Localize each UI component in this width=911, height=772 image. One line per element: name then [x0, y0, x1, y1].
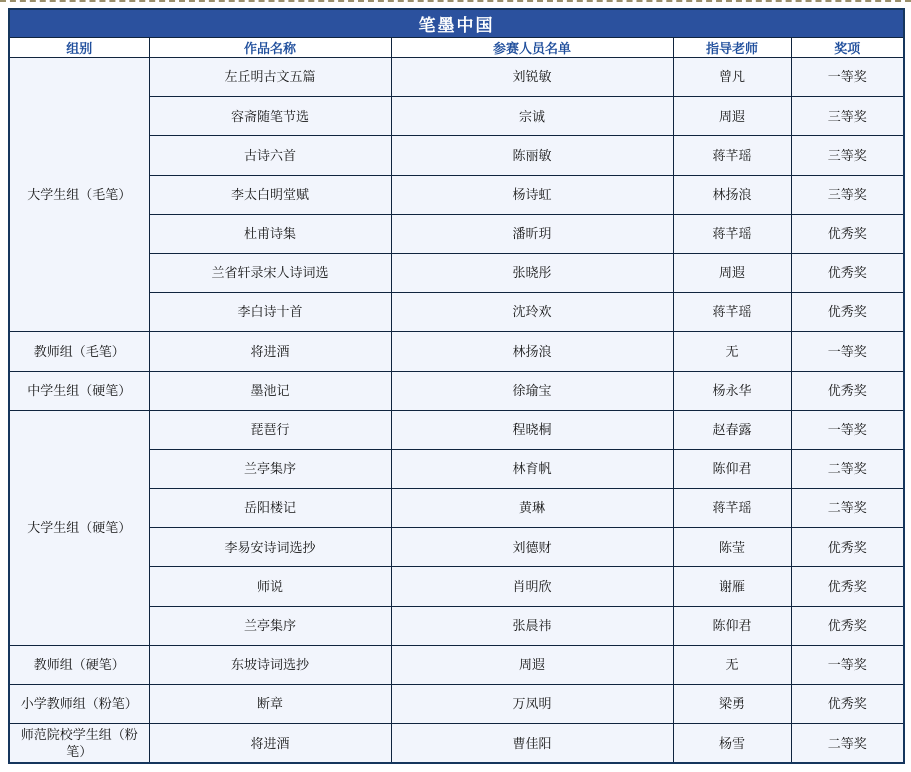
table-title: 笔墨中国 [9, 9, 904, 38]
table-row [9, 58, 904, 97]
work-cell: 古诗六首 [149, 136, 391, 175]
table-row [9, 332, 904, 371]
award-cell: 三等奖 [791, 97, 904, 136]
award-cell: 二等奖 [791, 724, 904, 764]
group-cell: 小学教师组（粉笔） [9, 685, 149, 724]
table-row [9, 685, 904, 724]
participant-cell: 万凤明 [391, 685, 673, 724]
work-cell: 杜甫诗集 [149, 214, 391, 253]
header-row [9, 38, 904, 58]
participant-cell: 沈玲欢 [391, 293, 673, 332]
teacher-cell: 谢雁 [673, 567, 791, 606]
group-cell: 大学生组（毛笔） [9, 58, 149, 332]
teacher-cell: 周遐 [673, 253, 791, 292]
teacher-cell: 周遐 [673, 97, 791, 136]
teacher-cell: 杨永华 [673, 371, 791, 410]
work-cell: 李白诗十首 [149, 293, 391, 332]
award-cell: 三等奖 [791, 136, 904, 175]
teacher-cell: 蒋芊瑶 [673, 489, 791, 528]
teacher-cell: 陈仰君 [673, 449, 791, 488]
participant-cell: 张晨祎 [391, 606, 673, 645]
award-cell: 二等奖 [791, 489, 904, 528]
awards-table [8, 8, 905, 764]
participant-cell: 潘昕玥 [391, 214, 673, 253]
work-cell: 将进酒 [149, 332, 391, 371]
work-cell: 琵琶行 [149, 410, 391, 449]
award-cell: 一等奖 [791, 410, 904, 449]
award-cell: 一等奖 [791, 645, 904, 684]
award-cell: 一等奖 [791, 332, 904, 371]
column-header-teacher: 指导老师 [673, 38, 791, 58]
award-cell: 优秀奖 [791, 567, 904, 606]
group-cell: 教师组（硬笔） [9, 645, 149, 684]
award-cell: 优秀奖 [791, 214, 904, 253]
participant-cell: 陈丽敏 [391, 136, 673, 175]
group-cell: 教师组（毛笔） [9, 332, 149, 371]
column-header-participants: 参赛人员名单 [391, 38, 673, 58]
column-header-work: 作品名称 [149, 38, 391, 58]
teacher-cell: 陈莹 [673, 528, 791, 567]
work-cell: 将进酒 [149, 724, 391, 764]
work-cell: 李易安诗词选抄 [149, 528, 391, 567]
work-cell: 岳阳楼记 [149, 489, 391, 528]
teacher-cell: 赵春露 [673, 410, 791, 449]
participant-cell: 杨诗虹 [391, 175, 673, 214]
table-body [9, 58, 904, 764]
participant-cell: 林育帆 [391, 449, 673, 488]
teacher-cell: 蒋芊瑶 [673, 293, 791, 332]
award-cell: 优秀奖 [791, 685, 904, 724]
teacher-cell: 蒋芊瑶 [673, 136, 791, 175]
award-cell: 优秀奖 [791, 606, 904, 645]
participant-cell: 肖明欣 [391, 567, 673, 606]
participant-cell: 曹佳阳 [391, 724, 673, 764]
participant-cell: 黄琳 [391, 489, 673, 528]
teacher-cell: 陈仰君 [673, 606, 791, 645]
award-cell: 优秀奖 [791, 293, 904, 332]
table-row [9, 724, 904, 764]
work-cell: 容斋随笔节选 [149, 97, 391, 136]
work-cell: 左丘明古文五篇 [149, 58, 391, 97]
work-cell: 墨池记 [149, 371, 391, 410]
teacher-cell: 林扬浪 [673, 175, 791, 214]
column-header-award: 奖项 [791, 38, 904, 58]
work-cell: 兰亭集序 [149, 449, 391, 488]
participant-cell: 刘德财 [391, 528, 673, 567]
work-cell: 兰省轩录宋人诗词选 [149, 253, 391, 292]
teacher-cell: 蒋芊瑶 [673, 214, 791, 253]
participant-cell: 程晓桐 [391, 410, 673, 449]
group-cell: 大学生组（硬笔） [9, 410, 149, 645]
work-cell: 东坡诗词选抄 [149, 645, 391, 684]
award-cell: 优秀奖 [791, 371, 904, 410]
teacher-cell: 无 [673, 645, 791, 684]
participant-cell: 宗诚 [391, 97, 673, 136]
award-cell: 一等奖 [791, 58, 904, 97]
award-cell: 三等奖 [791, 175, 904, 214]
participant-cell: 徐瑜宝 [391, 371, 673, 410]
title-row [9, 9, 904, 38]
teacher-cell: 杨雪 [673, 724, 791, 764]
work-cell: 兰亭集序 [149, 606, 391, 645]
group-cell: 中学生组（硬笔） [9, 371, 149, 410]
participant-cell: 张晓彤 [391, 253, 673, 292]
award-cell: 二等奖 [791, 449, 904, 488]
table-row [9, 410, 904, 449]
column-header-group: 组别 [9, 38, 149, 58]
teacher-cell: 梁勇 [673, 685, 791, 724]
award-cell: 优秀奖 [791, 528, 904, 567]
teacher-cell: 曾凡 [673, 58, 791, 97]
participant-cell: 刘锐敏 [391, 58, 673, 97]
work-cell: 断章 [149, 685, 391, 724]
teacher-cell: 无 [673, 332, 791, 371]
work-cell: 师说 [149, 567, 391, 606]
participant-cell: 周遐 [391, 645, 673, 684]
participant-cell: 林扬浪 [391, 332, 673, 371]
table-row [9, 645, 904, 684]
table-row [9, 371, 904, 410]
award-cell: 优秀奖 [791, 253, 904, 292]
group-cell: 师范院校学生组（粉笔） [9, 724, 149, 764]
page-break-dashed-line [0, 0, 911, 2]
work-cell: 李太白明堂赋 [149, 175, 391, 214]
